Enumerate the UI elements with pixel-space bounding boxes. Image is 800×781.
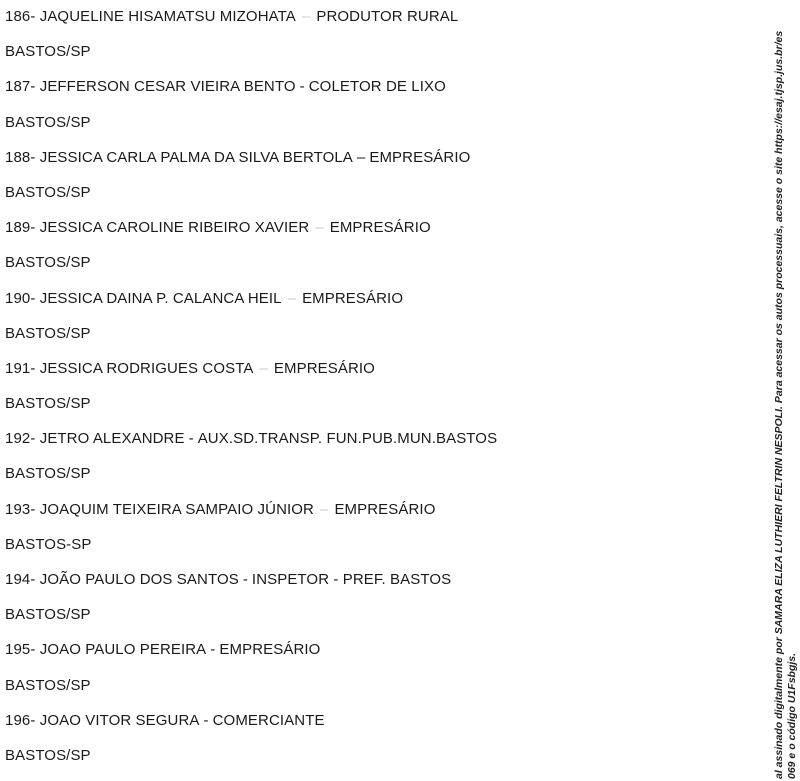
entry-city: BASTOS/SP [5,183,91,201]
entry-number: 187- [5,78,36,96]
entry-occupation: INSPETOR - PREF. BASTOS [251,571,452,588]
entry-number: 188- [5,148,36,166]
entry-number: 193- [5,500,36,518]
entry-occupation: EMPRESÁRIO [273,359,375,377]
entry-name: JOAO VITOR SEGURA [39,711,200,729]
entry-line [5,429,745,464]
digital-signature-note [773,0,799,779]
entry-number: 191- [5,359,36,377]
document-body [5,7,745,781]
entry-number: 196- [5,711,36,729]
entry-name: JEFFERSON CESAR VIEIRA BENTO [39,78,296,96]
entry-city: BASTOS/SP [5,395,91,413]
entry-occupation: EMPRESÁRIO [329,219,431,237]
signature-note-line-1: al assinado digitalmente por SAMARA ELIZA LUTHIERI FELTRIN NESPOLI. Para acessar os autos processuais, acesse o site https://esaj.tjsp.jus.br/es [773,30,785,779]
entry-separator: - [242,571,248,588]
entry-city: BASTOS/SP [5,324,91,342]
entry-city: BASTOS-SP [5,535,92,553]
entry-separator: – [315,219,324,237]
entry-number: 195- [5,641,36,659]
entry-city: BASTOS/SP [5,465,91,483]
entry-separator: – [287,289,297,307]
entry-line [5,359,745,394]
entry-name: JAQUELINE HISAMATSU MIZOHATA [39,8,296,25]
entry-city: BASTOS/SP [5,606,91,624]
entry-city: BASTOS/SP [5,43,91,61]
entry-city: BASTOS/SP [5,254,91,272]
entry-name: JOÃO PAULO DOS SANTOS [39,571,239,588]
entry-occupation: AUX.SD.TRANSP. FUN.PUB.MUN.BASTOS [197,430,498,448]
entry-city: BASTOS/SP [5,746,91,764]
entry-line [5,570,745,605]
entry-separator: - [299,78,305,96]
entry-line [5,640,745,675]
entry-number: 186- [5,8,36,25]
entry-separator: - [188,430,194,448]
entry-city: BASTOS/SP [5,676,91,694]
entry-number: 190- [5,289,36,307]
entry-occupation: EMPRESÁRIO [219,641,321,659]
entry-occupation: PRODUTOR RURAL [316,8,459,25]
entry-number: 192- [5,430,36,448]
entry-city: BASTOS/SP [5,113,91,131]
entry-number: 189- [5,219,36,237]
entry-line [5,148,745,183]
entry-name: JESSICA RODRIGUES COSTA [39,359,254,377]
entry-line [5,77,745,112]
entry-separator: - [203,711,209,729]
entry-separator: – [319,500,329,518]
signature-note-line-2: 069 e o código U1Fsbgjs. [786,652,798,779]
entry-line [5,7,745,42]
entry-occupation: EMPRESÁRIO [334,500,436,518]
entry-name: JETRO ALEXANDRE [39,430,185,448]
entry-name: JOAQUIM TEIXEIRA SAMPAIO JÚNIOR [39,500,314,518]
entry-occupation: EMPRESÁRIO [302,289,404,307]
entry-name: JESSICA CARLA PALMA DA SILVA BERTOLA [39,148,353,166]
entry-separator: – [301,8,311,25]
entry-line [5,289,745,324]
entry-name: JESSICA DAINA P. CALANCA HEIL [39,289,282,307]
entry-separator: - [210,641,216,659]
entry-occupation: COLETOR DE LIXO [308,78,446,96]
entry-line [5,711,745,746]
entry-separator: – [259,359,268,377]
entry-name: JESSICA CAROLINE RIBEIRO XAVIER [39,219,310,237]
entry-occupation: EMPRESÁRIO [369,148,471,166]
entry-line [5,500,745,535]
entry-number: 194- [5,571,36,588]
entry-name: JOAO PAULO PEREIRA [39,641,207,659]
entry-line [5,218,745,253]
entry-separator: – [356,148,366,166]
entry-occupation: COMERCIANTE [212,711,325,729]
